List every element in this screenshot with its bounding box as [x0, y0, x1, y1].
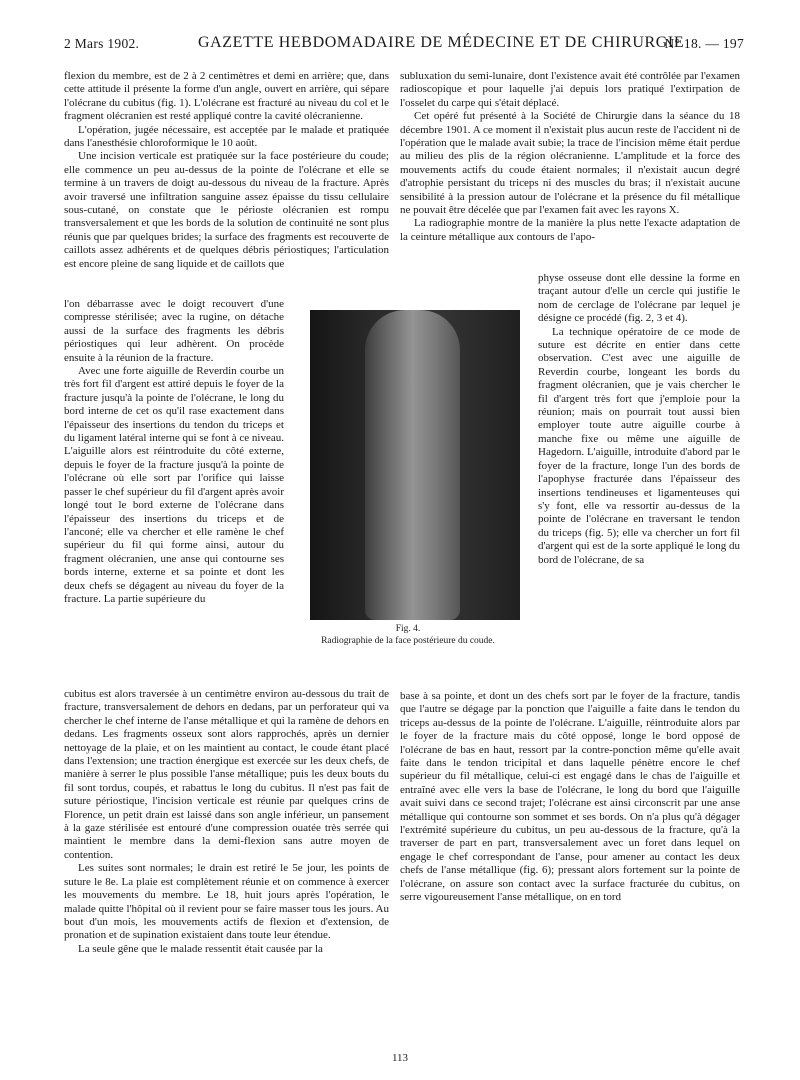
paragraph: cubitus est alors traversée à un centimètre environ au-dessous du trait de fracture, transversalement de dehors en dedans, par un perforateur qui va chercher le chef interne de l'anse métallique et qui la ramène de dehors en dedans. Les fragments osseux sont alors rapprochés, après un dernier nettoyage de la plaie, et on les maintient au contact, le coude étant placé dans l'extension; une traction énergique est exercée sur les deux chefs, de manière à serrer le plus possible l'anse métallique; puis les deux bouts du fil sont tordus, coupés, et rabattus le long du cubitus. Il n'est pas fait de suture périostique, l'incision verticale est réunie par quelques crins de Florence, un petit drain est laissé dans son angle inférieur, un pansement à la gaze stérilisée est entouré d'une compression ouatée très serrée qui maintient le membre dans la demi-flexion sans autre moyen de contention.: [64, 688, 389, 861]
paragraph: La seule gêne que le malade ressentit était causée par la: [78, 942, 323, 955]
radiograph-image: [310, 310, 520, 620]
paragraph: physe osseuse dont elle dessine la forme en traçant autour d'elle un cercle qui justifie le nom de cerclage de l'olécrane par lequel je désigne ce procédé (fig. 2, 3 et 4).: [538, 272, 740, 325]
right-column-narrow: [538, 272, 740, 567]
paragraph: Les suites sont normales; le drain est retiré le 5e jour, les points de suture le 8e. La plaie est complètement réunie et on commence à exercer les mouvements du membre. Le 18, huit jours après l'opération, le malade quitte l'hôpital où il revient pour se faire masser tous les jours. Au bout d'un mois, les mouvements actifs de flexion et d'extension, de pronation et de supination existaient dans toute leur étendue.: [64, 862, 389, 942]
page-header: [64, 34, 744, 58]
elbow-bone-shape: [365, 310, 460, 620]
paragraph: flexion du membre, est de 2 à 2 centimètres et demi en arrière; que, dans cette attitude il présente la forme d'un angle, ouvert en arrière, qui sépare l'olécrane du cubitus (fig. 1). L'olécrane est fracturé au niveau du col et le fragment olécranien est resté appliqué contre la cavité olécranienne.: [64, 70, 389, 123]
left-column-narrow: [64, 298, 284, 606]
paragraph: Cet opéré fut présenté à la Société de Chirurgie dans la séance du 18 décembre 1901. A ce moment il n'existait plus aucun reste de l'accident ni de l'opération que le malade avait subie; la trace de l'incision même était perdue au milieu des plis de la région olécranienne. L'amplitude et la force des mouvements actifs du coude étaient normales; il n'existait aucun degré d'atrophie persistant du triceps ni des muscles du bras; il n'existait aucune sensibilité à la pression autour de l'olécrane et la présence du fil métallique ne pouvait être décelée que par l'examen fait avec les rayons X.: [400, 110, 740, 217]
right-column-bottom: [400, 690, 740, 905]
paragraph: subluxation du semi-lunaire, dont l'existence avait été contrôlée par l'examen radioscopique et pour laquelle j'ai depuis lors pratiqué l'extirpation de l'osselet du carpe qui s'était déplacé.: [400, 70, 740, 109]
left-column-bottom: [64, 688, 389, 956]
figure-radiograph: [288, 290, 528, 655]
left-column-top: [64, 70, 389, 271]
right-column-top: [400, 70, 740, 244]
paragraph: Une incision verticale est pratiquée sur la face postérieure du coude; elle commence un peu au-dessus de la pointe de l'olécrane et elle se termine à un travers de doigt au-dessous du niveau de la fracture. Après avoir traversé une infiltration sanguine assez épaisse du tissu cellulaire sous-cutané, on constate que le périoste olécranien est rompu transversalement et que les bords de la solution de continuité ne sont plus réunis que par quelques brides; la surface des fragments est recouverte de caillots assez adhérents et de quelques débris périostiques; l'articulation est encore pleine de sang liquide et de caillots que: [64, 150, 389, 270]
paragraph: Avec une forte aiguille de Reverdin courbe un très fort fil d'argent est attiré depuis le foyer de la fracture jusqu'à la pointe de l'olécrane, le long du bord interne de cet os qu'il rase exactement dans l'épaisseur des insertions du tendon du triceps et du ligament latéral interne qui se font à ce niveau. L'aiguille alors est réintroduite du côté externe, depuis le foyer de la fracture jusqu'à la pointe de l'olécrane où elle sort par l'orifice qui laisse passer le chef supérieur du fil d'argent après avoir longé tout le bord externe de l'olécrane dans l'épaisseur des insertions du triceps et de l'anconé; elle va chercher et elle ramène le chef supérieur du fil qui forme ainsi, autour du fragment olécranien, une anse qui contourne ses bords interne, externe et sa pointe et dont les deux chefs se dégagent au niveau du foyer de la fracture. La partie supérieure du: [64, 365, 284, 605]
paragraph: l'on débarrasse avec le doigt recouvert d'une compresse stérilisée; avec la rugine, on détache aussi de la surface des fragments les débris périostiques qui leur adhèrent. On procède ensuite à la réunion de la fracture.: [64, 298, 284, 364]
journal-title: GAZETTE HEBDOMADAIRE DE MÉDECINE ET DE CHIRURGIE: [198, 34, 685, 51]
paragraph: La radiographie montre de la manière la plus nette l'exacte adaptation de la ceinture métallique aux contours de l'apo-: [400, 217, 740, 243]
paragraph: base à sa pointe, et dont un des chefs sort par le foyer de la fracture, tandis que l'autre se dégage par la ponction que l'aiguille a faite dans le tendon du triceps au-dessus de la pointe de l'olécrane. L'aiguille, réintroduite alors par le foyer de la fracture mais du côté opposé, longe le bord opposé de l'olécrane de bas en haut, ressort par la contre-ponction même qu'elle avait faite dans le tendon tricipital et dans laquelle pénètre encore le chef supérieur du fil métallique, celui-ci est engagé dans le chas de l'aiguille et entraîné avec elle vers la base de l'olécrane, le long du bord que l'aiguille avait suivi dans ce second trajet; l'olécrane est ainsi circonscrit par une anse métallique qui contourne son sommet et ses bords. On n'a plus qu'à dégager l'extrémité supérieure du cubitus, un peu au-dessous de la fracture, qu'à la traverser de part en part, transversalement avec un foret dans lequel on engage le chef correspondant de l'anse, pour amener au contact les deux chefs de l'anse métallique (fig. 6); pressant alors fortement sur la pointe de l'olécrane, on assure son contact avec la surface fracturée du cubitus, on serre vigoureusement l'anse métallique, on en tord: [400, 690, 740, 904]
issue-number: N° 18. — 197: [664, 36, 744, 51]
figure-label: Fig. 4.: [395, 624, 421, 634]
issue-date: 2 Mars 1902.: [64, 36, 140, 51]
page-footer: 113: [391, 1052, 409, 1064]
paragraph: L'opération, jugée nécessaire, est acceptée par le malade et pratiquée dans l'anesthésie chloroformique le 10 août.: [64, 123, 389, 150]
paragraph: La technique opératoire de ce mode de suture est décrite en entier dans cette observation. C'est avec une aiguille de Reverdin courbe, longeant les bords du fragment olécranien, que je vais chercher le fil d'argent très fort que j'emploie pour la réunion; mais on pourrait tout aussi bien employer toute autre aiguille courbe à manche fixe ou même une aiguille de Hagedorn. L'aiguille, introduite d'abord par le foyer de la fracture, longe l'un des bords de l'apophyse fracturée dans l'épaisseur des insertions tendineuses et ligamenteuses qui s'y font, elle va ressortir au-dessus de la pointe de l'olécrane en traversant le tendon du triceps (fig. 5); elle va chercher un fort fil d'argent qui est de la sorte appliqué le long du bord de l'olécrane, de sa: [538, 325, 740, 566]
figure-caption: Radiographie de la face postérieure du coude.: [321, 636, 495, 646]
